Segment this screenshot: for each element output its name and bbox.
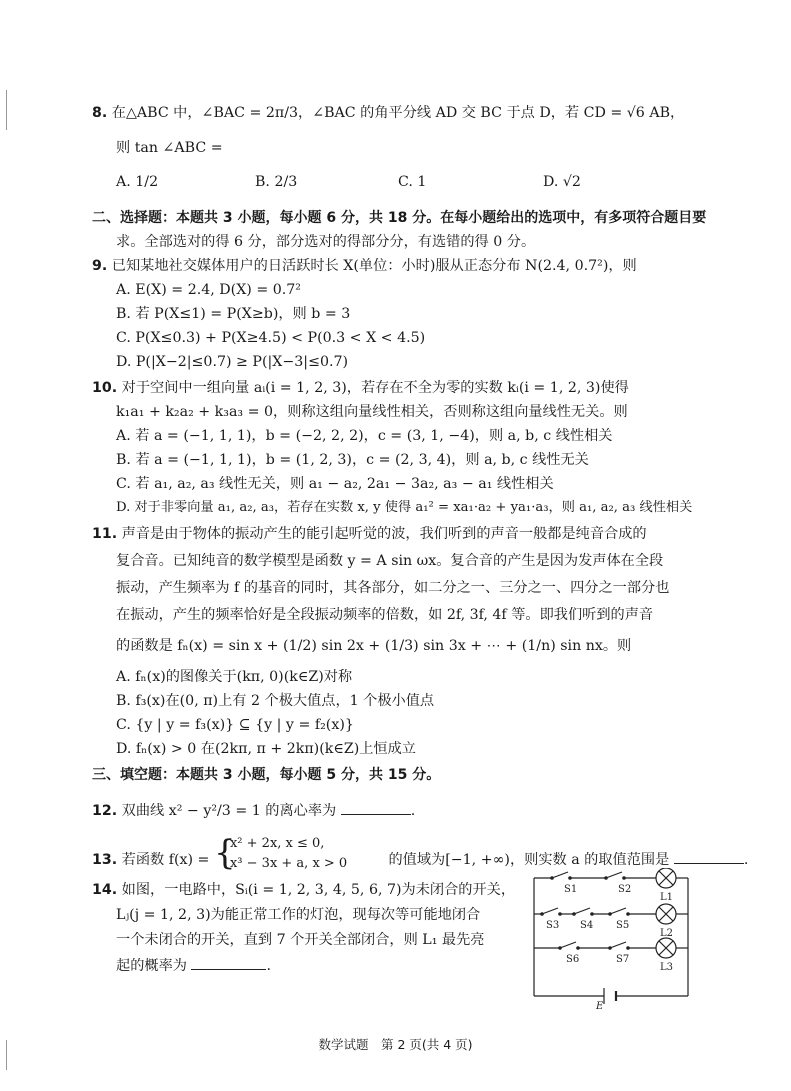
q9-choice-b: B. 若 P(X≤1) = P(X≥b)，则 b = 3 xyxy=(116,306,351,322)
q11-number: 11. xyxy=(92,526,118,542)
bulb-l1-icon xyxy=(656,868,676,888)
q11-choice-c: C. {y | y = f₃(x)} ⊆ {y | y = f₂(x)} xyxy=(116,717,354,733)
label-s4: S4 xyxy=(580,920,594,931)
q11-stem-3: 振动，产生频率为 f 的基音的同时，其各部分，如二分之一、三分之一、四分之一部分也 xyxy=(116,580,670,596)
q9-choice-d: D. P(|X−2|≤0.7) ≥ P(|X−3|≤0.7) xyxy=(116,354,349,370)
switch-s2 xyxy=(606,872,622,878)
q11-choice-a: A. fₙ(x)的图像关于(kπ, 0)(k∈Z)对称 xyxy=(116,669,353,685)
q13-brace: { xyxy=(213,833,236,873)
circuit-diagram xyxy=(524,868,696,1010)
q14-stem-1: 如图，一电路中，Sᵢ(i = 1, 2, 3, 4, 5, 6, 7)为未闭合的开关， xyxy=(121,882,516,898)
page-footer: 数学试题 第 2 页(共 4 页) xyxy=(318,1037,473,1052)
q13-case2: x³ − 3x + a, x > 0 xyxy=(229,856,348,871)
q14-stem-4 xyxy=(116,955,271,976)
scan-margin-mark xyxy=(6,90,7,130)
q13-pre: 若函数 f(x) = xyxy=(121,852,210,868)
bulb-l2-icon xyxy=(656,904,676,924)
q11-stem-1: 声音是由于物体的振动产生的能引起听觉的波，我们听到的声音一般都是纯音合成的 xyxy=(121,526,647,542)
q14-period: . xyxy=(266,958,271,974)
q10-stem: 对于空间中一组向量 aᵢ(i = 1, 2, 3)，若存在不全为零的实数 kᵢ(i = 1, 2, 3)使得 xyxy=(121,380,629,396)
q8-stem: 在△ABC 中，∠BAC = 2π/3，∠BAC 的角平分线 AD 交 BC 于点 D，若 CD = √6 AB， xyxy=(111,105,685,121)
q10-choice-b: B. 若 a = (−1, 1, 1)，b = (1, 2, 3)，c = (2, 3, 4)，则 a, b, c 线性无关 xyxy=(116,452,589,468)
q10-line2: k₁a₁ + k₂a₂ + k₃a₃ = 0，则称这组向量线性相关，否则称这组向量线性无关。则 xyxy=(116,404,628,420)
label-s3: S3 xyxy=(546,920,560,931)
switch-s7 xyxy=(610,942,626,948)
q12-answer-blank[interactable] xyxy=(341,800,411,815)
switch-s6 xyxy=(560,942,576,948)
section2-header-cont: 求。全部选对的得 6 分，部分选对的得部分分，有选错的得 0 分。 xyxy=(116,234,536,250)
label-s6: S6 xyxy=(566,954,580,965)
q12-number: 12. xyxy=(92,803,118,819)
switch-s4 xyxy=(574,908,590,914)
q12-line xyxy=(92,800,415,821)
switch-s5 xyxy=(610,908,626,914)
label-l1: L1 xyxy=(660,892,674,903)
switch-s3 xyxy=(542,908,558,914)
section2-header: 二、选择题：本题共 3 小题，每小题 6 分，共 18 分。在每小题给出的选项中，有多项符合题目要 xyxy=(92,210,707,226)
q9-stem: 已知某地社交媒体用户的日活跃时长 X(单位：小时)服从正态分布 N(2.4, 0.7²)，则 xyxy=(111,258,637,274)
q8-number: 8. xyxy=(92,105,108,121)
q11-choice-d: D. fₙ(x) > 0 在(2kπ, π + 2kπ)(k∈Z)上恒成立 xyxy=(116,741,416,757)
label-s5: S5 xyxy=(616,920,630,931)
label-s7: S7 xyxy=(616,954,630,965)
q10-choice-d: D. 对于非零向量 a₁, a₂, a₃，若存在实数 x, y 使得 a₁² = xa₁·a₂ + ya₁·a₃，则 a₁, a₂, a₃ 线性相关 xyxy=(116,500,693,515)
switch-s1 xyxy=(552,872,568,878)
q8-choice-c: C. 1 xyxy=(398,174,427,190)
q9-choice-c: C. P(X≤0.3) + P(X≥4.5) < P(0.3 < X < 4.5) xyxy=(116,330,426,346)
q10-number: 10. xyxy=(92,380,118,396)
q13-period: . xyxy=(743,852,749,868)
label-l2: L2 xyxy=(660,928,674,939)
q8-choice-d: D. √2 xyxy=(543,174,581,190)
label-s1: S1 xyxy=(564,884,578,895)
label-l3: L3 xyxy=(660,962,674,973)
q8-choice-b: B. 2/3 xyxy=(255,174,298,190)
q11-stem-4: 在振动，产生的频率恰好是全段振动频率的倍数，如 2f, 3f, 4f 等。即我们听到的声音 xyxy=(116,607,654,623)
label-battery-e: E xyxy=(596,1001,604,1010)
q14-stem-4-text: 起的概率为 xyxy=(116,958,187,974)
section3-header: 三、填空题：本题共 3 小题，每小题 5 分，共 15 分。 xyxy=(92,767,441,783)
q11-choice-b: B. f₃(x)在(0, π)上有 2 个极大值点，1 个极小值点 xyxy=(116,693,435,709)
q13-number: 13. xyxy=(92,852,118,868)
q13-piecewise xyxy=(214,835,384,875)
q9-choice-a: A. E(X) = 2.4, D(X) = 0.7² xyxy=(116,282,301,298)
q9-line1 xyxy=(92,256,637,276)
label-s2: S2 xyxy=(618,884,632,895)
q14-line1 xyxy=(92,880,515,900)
bulb-l3-icon xyxy=(656,938,676,958)
q14-stem-3: 一个未闭合的开关，直到 7 个开关全部闭合，则 L₁ 最先亮 xyxy=(116,932,485,948)
q14-number: 14. xyxy=(92,882,118,898)
q8-line1 xyxy=(92,103,684,123)
q11-stem-2: 复合音。已知纯音的数学模型是函数 y = A sin ωx。复合音的产生是因为发声体在全段 xyxy=(116,553,664,569)
q12-stem: 双曲线 x² − y²/3 = 1 的离心率为 xyxy=(121,803,337,819)
q14-stem-2: Lⱼ(j = 1, 2, 3)为能正常工作的灯泡，现每次等可能地闭合 xyxy=(116,907,481,923)
q14-answer-blank[interactable] xyxy=(191,955,266,970)
q11-stem-5: 的函数是 fₙ(x) = sin x + (1/2) sin 2x + (1/3) sin 3x + ⋯ + (1/n) sin nx。则 xyxy=(116,638,632,654)
q10-line1 xyxy=(92,378,629,398)
q13-answer-blank[interactable] xyxy=(674,849,744,864)
q13-case1: x² + 2x, x ≤ 0, xyxy=(229,836,325,851)
q9-number: 9. xyxy=(92,258,108,274)
q8-choice-a: A. 1/2 xyxy=(116,174,159,190)
q8-line2: 则 tan ∠ABC = xyxy=(116,140,223,156)
q12-period: . xyxy=(410,803,416,819)
q10-choice-a: A. 若 a = (−1, 1, 1)，b = (−2, 2, 2)，c = (3, 1, −4)，则 a, b, c 线性相关 xyxy=(116,428,613,444)
q10-choice-c: C. 若 a₁, a₂, a₃ 线性无关，则 a₁ − a₂, 2a₁ − 3a₂, a₃ − a₁ 线性相关 xyxy=(116,476,554,492)
q13-post: 的值域为[−1, +∞)，则实数 a 的取值范围是 xyxy=(388,852,670,868)
q11-line1 xyxy=(92,524,647,544)
